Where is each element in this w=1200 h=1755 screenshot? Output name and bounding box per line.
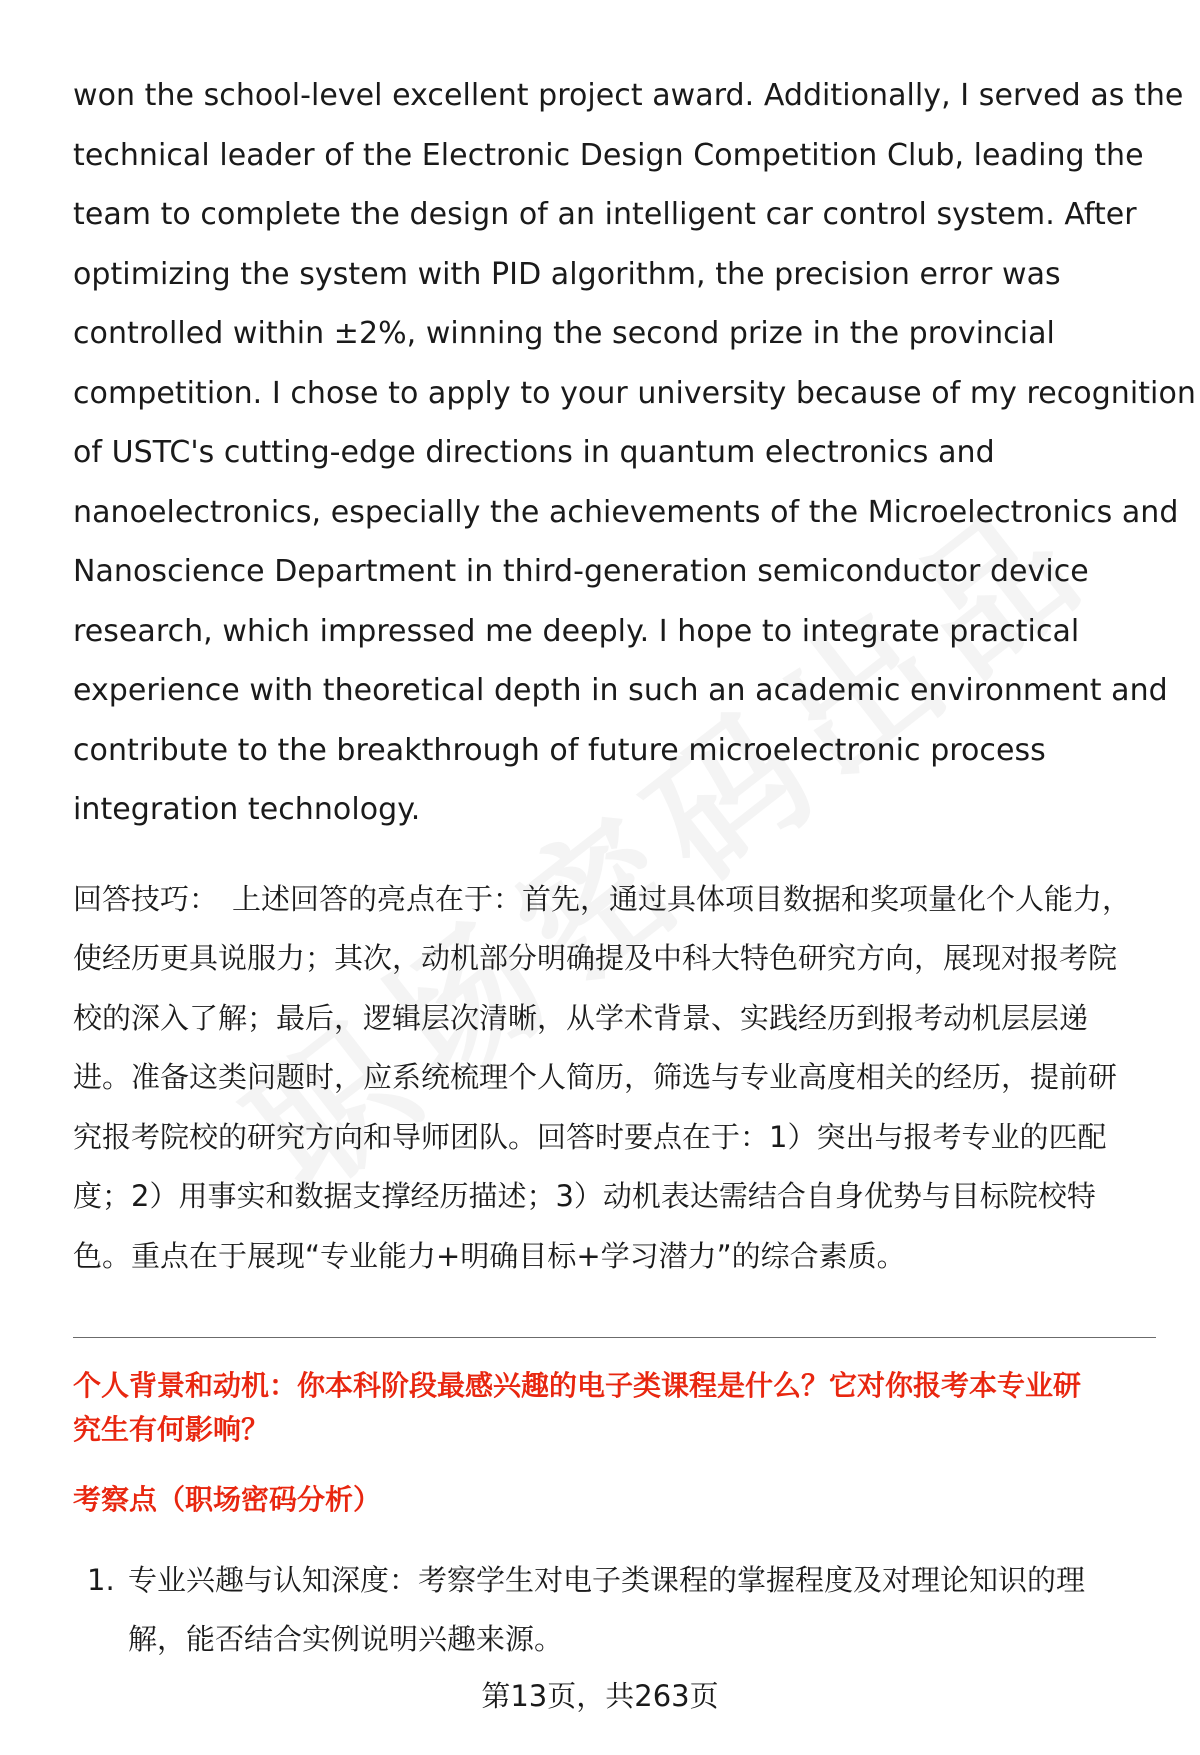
paragraph-line: experience with theoretical depth in such an academic environment and bbox=[73, 673, 1168, 708]
page-number: 第13页，共263页 bbox=[481, 1679, 719, 1713]
section-divider bbox=[73, 1337, 1156, 1338]
list-item-number: 1. bbox=[87, 1563, 115, 1597]
paragraph-line: research, which impressed me deeply. I hope to integrate practical bbox=[73, 613, 1080, 649]
paragraph-line: 使经历更具说服力；其次，动机部分明确提及中科大特色研究方向，展现对报考院 bbox=[73, 941, 1118, 975]
question-line: 个人背景和动机：你本科阶段最感兴趣的电子类课程是什么？它对你报考本专业研 bbox=[73, 1369, 1082, 1402]
paragraph-line bbox=[73, 870, 1158, 930]
paragraph-line: integration technology. bbox=[73, 792, 421, 827]
list-item bbox=[73, 1551, 1158, 1669]
question-heading bbox=[73, 1364, 1163, 1452]
english-answer-paragraph bbox=[73, 66, 1196, 840]
paragraph-line: 校的深入了解；最后，逻辑层次清晰，从学术背景、实践经历到报考动机层层递 bbox=[73, 1000, 1089, 1035]
paragraph-line: contribute to the breakthrough of future microelectronic process bbox=[73, 732, 1046, 768]
paragraph-line: optimizing the system with PID algorithm, the precision error was bbox=[73, 256, 1061, 292]
paragraph-line: 度；2）用事实和数据支撑经历描述；3）动机表达需结合自身优势与目标院校特 bbox=[73, 1179, 1096, 1213]
question-line: 究生有何影响？ bbox=[73, 1413, 270, 1446]
exam-points-list bbox=[73, 1551, 1158, 1669]
paragraph-line: of USTC's cutting-edge directions in quantum electronics and bbox=[73, 435, 995, 470]
paragraph-line: Nanoscience Department in third-generation semiconductor device bbox=[73, 554, 1089, 589]
list-item-text bbox=[128, 1551, 1158, 1669]
document-body bbox=[73, 66, 1196, 1286]
answer-tips-paragraph bbox=[73, 870, 1158, 1287]
paragraph-line: won the school-level excellent project award. Additionally, I served as the bbox=[73, 78, 1184, 113]
paragraph-line-text: 上述回答的亮点在于：首先，通过具体项目数据和奖项量化个人能力， bbox=[232, 881, 1132, 916]
paragraph-line: 究报考院校的研究方向和导师团队。回答时要点在于：1）突出与报考专业的匹配 bbox=[73, 1119, 1107, 1154]
paragraph-line: 色。重点在于展现“专业能力+明确目标+学习潜力”的综合素质。 bbox=[73, 1238, 906, 1273]
paragraph-line: technical leader of the Electronic Design Competition Club, leading the bbox=[73, 137, 1144, 173]
list-item-line: 解，能否结合实例说明兴趣来源。 bbox=[128, 1622, 564, 1656]
paragraph-line: team to complete the design of an intelligent car control system. After bbox=[73, 197, 1137, 232]
exam-points-title: 考察点（职场密码分析） bbox=[73, 1483, 382, 1516]
paragraph-line: nanoelectronics, especially the achievements of the Microelectronics and bbox=[73, 494, 1179, 530]
answer-tips-label: 回答技巧： bbox=[73, 881, 219, 916]
paragraph-line: controlled within ±2%, winning the second prize in the provincial bbox=[73, 316, 1055, 351]
list-item-line: 专业兴趣与认知深度：考察学生对电子类课程的掌握程度及对理论知识的理 bbox=[128, 1563, 1086, 1597]
paragraph-line: competition. I chose to apply to your university because of my recognition bbox=[73, 375, 1196, 411]
paragraph-line: 进。准备这类问题时，应系统梳理个人简历，筛选与专业高度相关的经历，提前研 bbox=[73, 1060, 1118, 1094]
